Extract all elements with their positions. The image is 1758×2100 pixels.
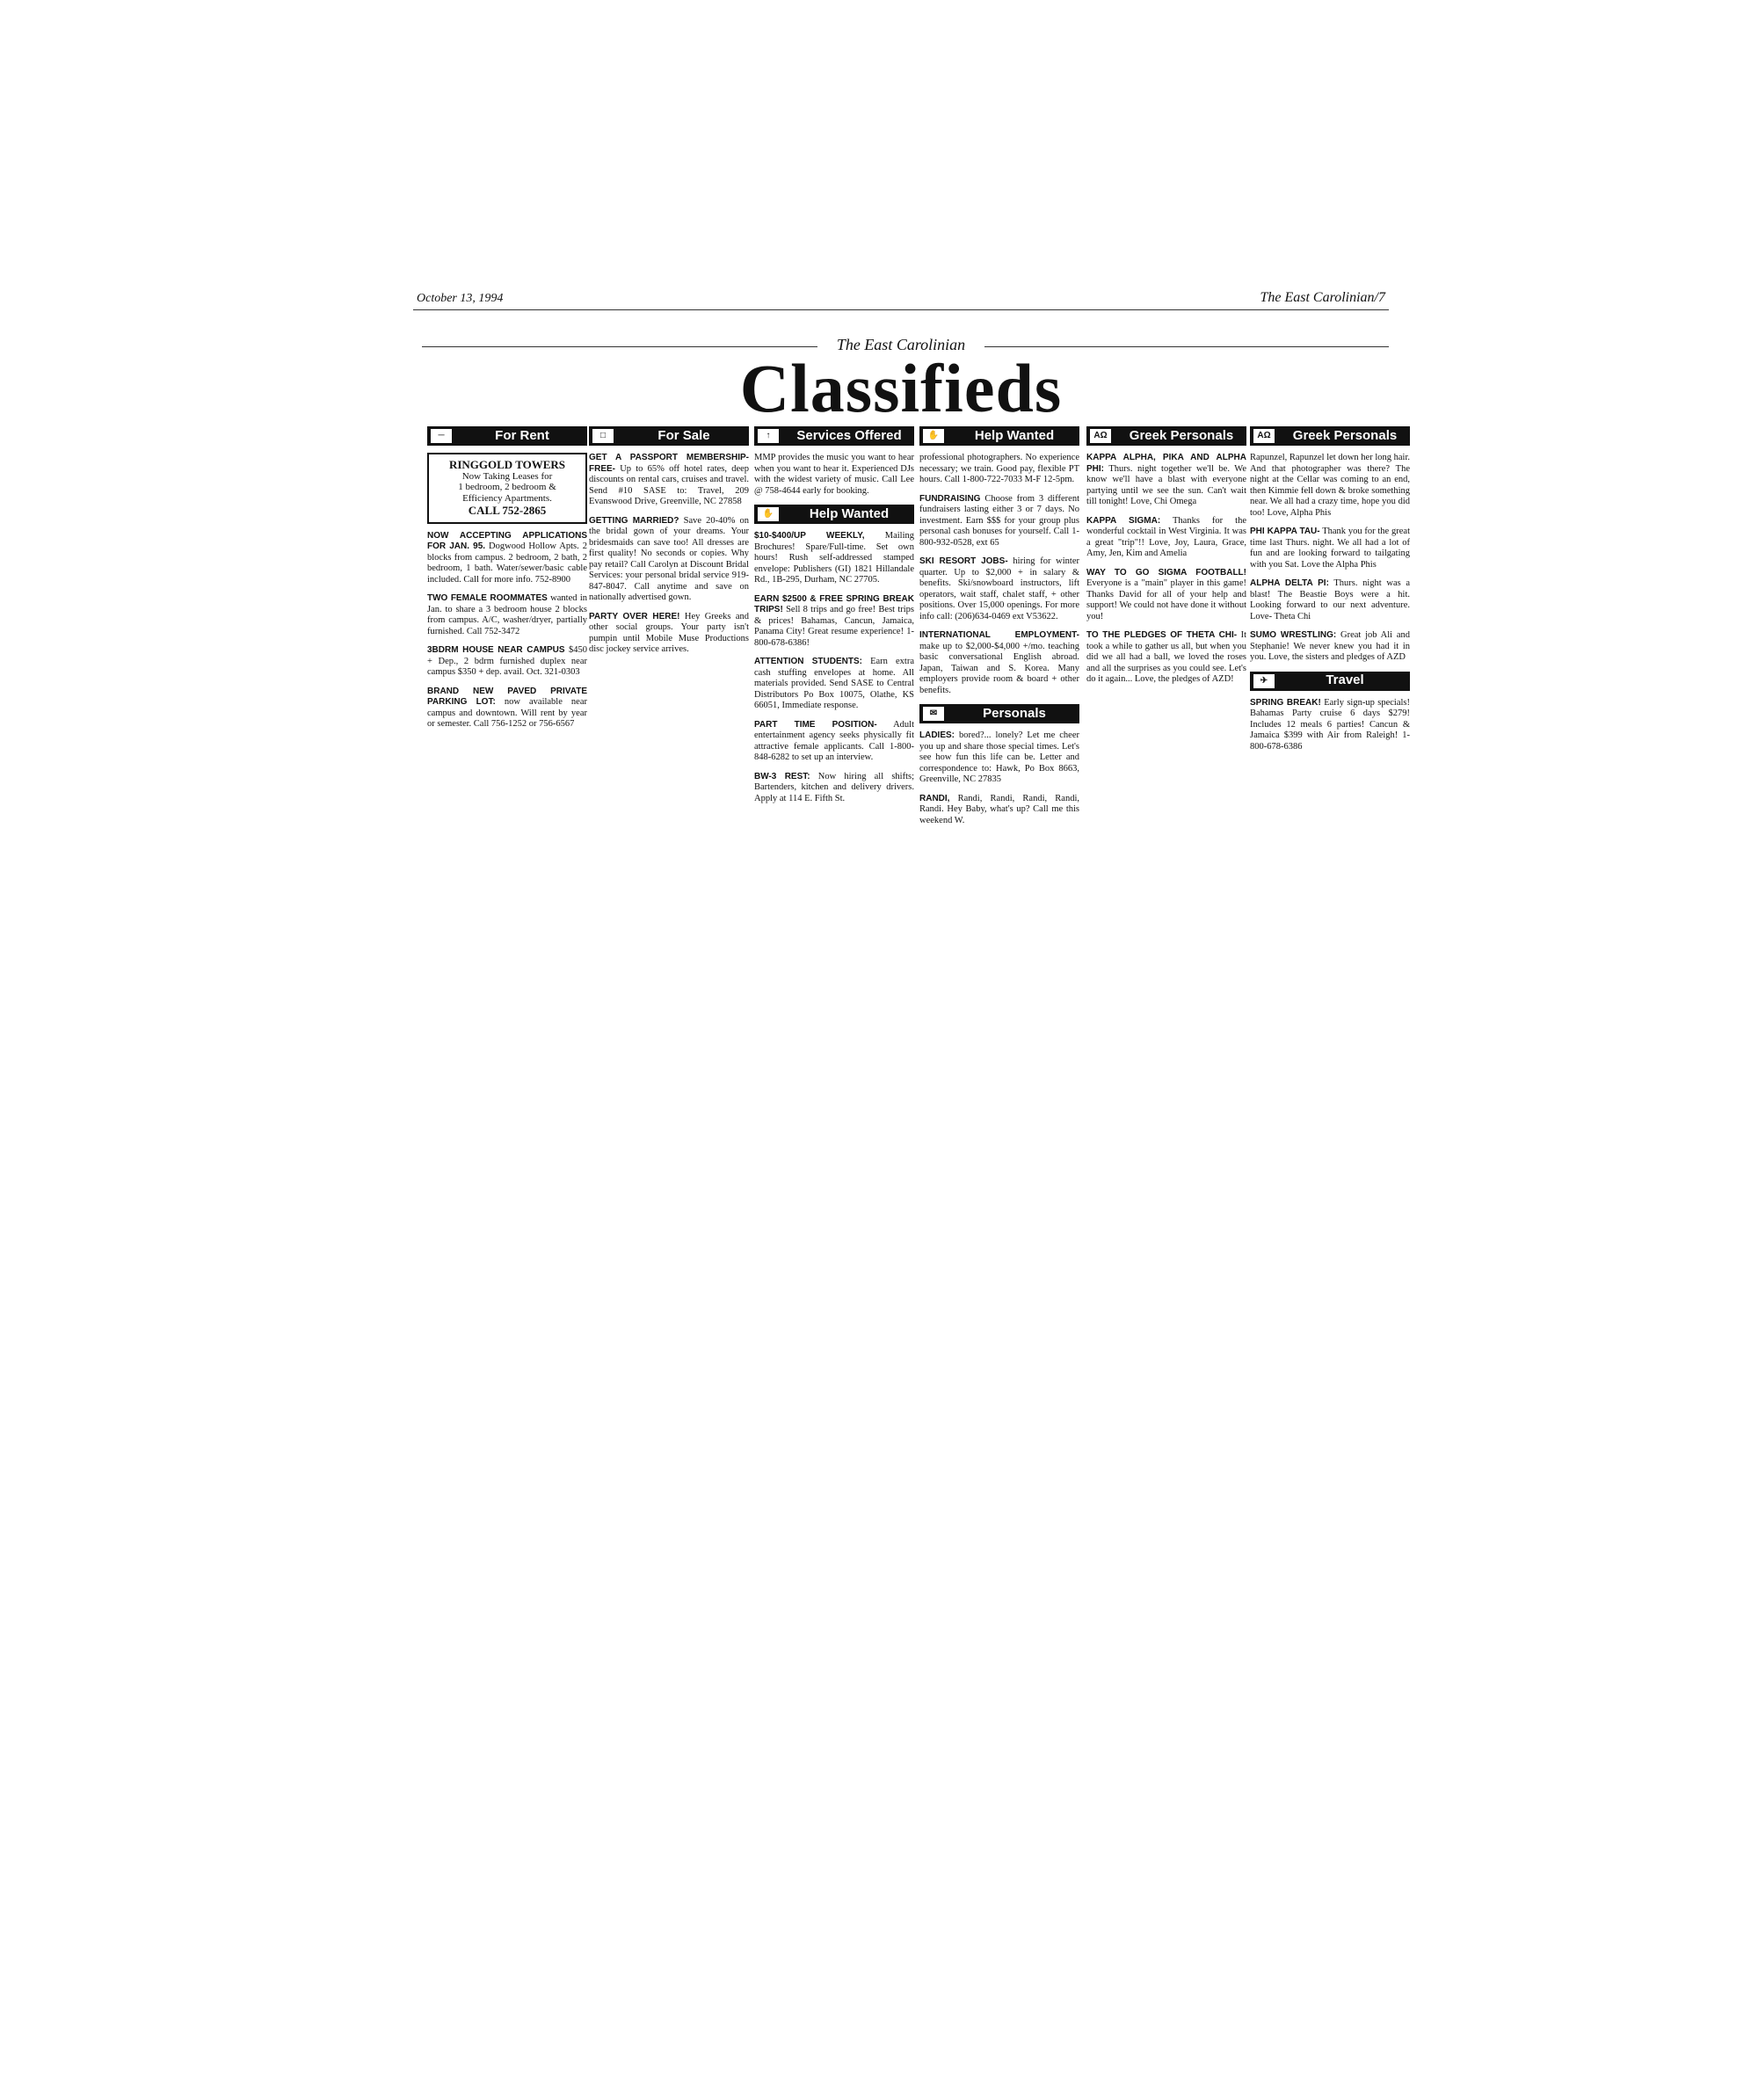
section-header-for-sale: □ For Sale [589, 426, 749, 446]
classified-ad: TWO FEMALE ROOMMATES wanted in Jan. to share a 3 bedroom house 2 blocks from campus. A/C, washer/dryer, partially furnished. Call 752-3472 [427, 593, 588, 636]
classified-ad: BRAND NEW PAVED PRIVATE PARKING LOT: now available near campus and downtown. Will rent by year or semester. Call 756-1252 or 756-6567 [427, 686, 588, 729]
classified-ad: GETTING MARRIED? Save 20-40% on the bridal gown of your dreams. Your bridesmaids can save too! All dresses are first quality! No seconds or copies. Why pay retail? Call Carolyn at Discount Bridal Services: your personal bridal service 919-847-8047. Call anytime and save on nationally advertised gown. [589, 515, 750, 602]
column-help-wanted [919, 426, 1079, 834]
tag-icon: □ [592, 429, 614, 443]
classified-ad: PART TIME POSITION- Adult entertainment agency seeks physically fit attractive female applicants. Call 1-800-848-6282 to set up an interview. [754, 719, 914, 762]
envelope-icon: ✉ [923, 707, 944, 721]
key-icon: ─ [431, 429, 452, 443]
classified-ad: RANDI, Randi, Randi, Randi, Randi, Randi. Hey Baby, what's up? Call me this weekend W. [919, 793, 1080, 825]
classified-ad: SKI RESORT JOBS- hiring for winter quarter. Up to $2,000 + in salary & benefits. Ski/snowboard instructors, lift operators, wait staff, chalet staff, + other positions. Over 15,000 openings. For more info call: (206)634-0469 ext V53622. [919, 556, 1080, 621]
classified-ad: WAY TO GO SIGMA FOOTBALL! Everyone is a "main" player in this game! Thanks David for all of your help and support! We could not have done it without you! [1086, 567, 1246, 621]
classified-ad: LADIES: bored?... lonely? Let me cheer you up and share those special times. Let's see how fun this life can be. Letter and correspondence to: Hawk, Po Box 8663, Greenville, NC 27835 [919, 730, 1080, 784]
section-header-personals: ✉ Personals [919, 704, 1079, 723]
classifieds-masthead [413, 336, 1389, 426]
column-for-sale [589, 426, 749, 664]
classified-ad: GET A PASSPORT MEMBERSHIP-FREE- Up to 65% off hotel rates, deep discounts on rental cars, cruises and travel. Send #10 SASE to: Travel, 209 Evanswood Drive, Greenville, NC 27858 [589, 453, 750, 506]
classified-ad: $10-$400/UP WEEKLY, Mailing Brochures! Spare/Full-time. Set own hours! Rush self-addressed stamped envelope: Publishers (GI) 1821 Hillandale Rd., 1B-295, Durham, NC 27705. [754, 531, 914, 585]
classified-ad: PARTY OVER HERE! Hey Greeks and other social groups. Your party isn't pumpin until Mobile Muse Productions disc jockey service arrives. [589, 611, 749, 654]
classified-ad: EARN $2500 & FREE SPRING BREAK TRIPS! Sell 8 trips and go free! Best trips & prices! Bahamas, Cancun, Jamaica, Panama City! Great resume experience! 1-800-678-6386! [754, 593, 915, 648]
section-header-greek-personals-2: AΩ Greek Personals [1250, 426, 1410, 446]
classified-ad: PHI KAPPA TAU- Thank you for the great time last Thurs. night. We all had a lot of fun and are looking forward to tailgating with you Sat. Love the Alpha Phis [1250, 527, 1410, 570]
classified-ad: FUNDRAISING Choose from 3 different fundraisers lasting either 3 or 7 days. No investment. Earn $$$ for your group plus personal cash bonuses for yourself. Call 1-800-932-0528, ext 65 [919, 493, 1079, 548]
classified-ad: 3BDRM HOUSE NEAR CAMPUS $450 + Dep., 2 bdrm furnished duplex near campus $350 + dep. avail. Oct. 321-0303 [427, 645, 587, 677]
issue-date: October 13, 1994 [417, 292, 504, 305]
section-header-help-wanted-2: ✋ Help Wanted [919, 426, 1079, 446]
section-header-travel: ✈ Travel [1250, 672, 1410, 691]
classified-ad: Rapunzel, Rapunzel let down her long hair. And that photographer was there? The night at the Cellar was coming to an end, then Kimmie fell down & broke something near. We all had a crazy time, hope you did too! Love, Alpha Phis [1250, 453, 1410, 518]
classified-ad: MMP provides the music you want to hear when you want to hear it. Experienced DJs with the widest variety of music. Call Lee @ 758-4644 early for booking. [754, 453, 914, 496]
greek-letters-icon: AΩ [1253, 429, 1275, 443]
masthead-title: Classifieds [739, 350, 1063, 426]
classified-ad: KAPPA SIGMA: Thanks for the wonderful cocktail in West Virginia. It was a great "trip"!! Love, Joy, Laura, Grace, Amy, Jen, Kim and Amelia [1086, 515, 1247, 558]
classified-ad: SUMO WRESTLING: Great job Ali and Stephanie! We never knew you had it in you. Love, the sisters and pledges of AZD [1250, 630, 1411, 662]
hand-icon: ✋ [758, 507, 779, 521]
page-header [413, 290, 1389, 310]
column-greek-personals [1086, 426, 1246, 694]
hand-icon: ✋ [923, 429, 944, 443]
paper-page-number: The East Carolinian/7 [1260, 290, 1385, 305]
classified-ad: BW-3 REST: Now hiring all shifts; Bartenders, kitchen and delivery drivers. Apply at 114 E. Fifth St. [754, 771, 914, 803]
section-header-for-rent: ─ For Rent [427, 426, 587, 446]
section-header-help-wanted: ✋ Help Wanted [754, 505, 914, 524]
plane-icon: ✈ [1253, 674, 1275, 688]
classified-ad: professional photographers. No experience necessary; we train. Good pay, flexible PT hours. Call 1-800-722-7033 M-F 12-5pm. [919, 453, 1079, 484]
classified-ad: SPRING BREAK! Early sign-up specials! Bahamas Party cruise 6 days $279! Includes 12 meals 6 parties! Cancun & Jamaica $399 with Air from Raleigh! 1-800-678-6386 [1250, 697, 1410, 752]
greek-letters-icon: AΩ [1090, 429, 1111, 443]
classified-ad: ATTENTION STUDENTS: Earn extra cash stuffing envelopes at home. All materials provided. Send SASE to Central Distributors Po Box 10075, Olathe, KS 66051, Immediate response. [754, 657, 914, 710]
arrow-up-icon: ↑ [758, 429, 779, 443]
section-header-services-offered: ↑ Services Offered [754, 426, 914, 446]
masthead-paper-name: The East Carolinian [836, 336, 966, 353]
classified-ad: ALPHA DELTA PI: Thurs. night was a blast! The Beastie Boys were a hit. Looking forward to our next adventure. Love- Theta Chi [1250, 578, 1410, 621]
section-header-greek-personals: AΩ Greek Personals [1086, 426, 1246, 446]
classified-ad: INTERNATIONAL EMPLOYMENT- make up to $2,000-$4,000 +/mo. teaching basic conversational English abroad. Japan, Taiwan and S. Korea. Many employers provide room & board + other benefits. [919, 630, 1079, 695]
column-for-rent [427, 426, 587, 738]
classified-ad: NOW ACCEPTING APPLICATIONS FOR JAN. 95. Dogwood Hollow Apts. 2 blocks from campus. 2 bedroom, 2 bath, 2 bedroom, 1 bath. Water/sewer/basic cable included. Call for more info. 752-8900 [427, 530, 587, 585]
ringgold-towers-ad: RINGGOLD TOWERS Now Taking Leases for 1 bedroom, 2 bedroom & Efficiency Apartments. CALL 752-2865 [427, 453, 587, 524]
classified-ad: KAPPA ALPHA, PIKA AND ALPHA PHI: Thurs. night together we'll be. We know we'll have a blast with everyone partying until we see the sun. Can't wait till tonight! Love, Chi Omega [1086, 453, 1247, 506]
classified-ad: TO THE PLEDGES OF THETA CHI- It took a while to gather us all, but when you did we all had a ball, we loved the roses and all the surprises as you could see. Let's do it again... Love, the pledges of AZD! [1086, 630, 1247, 684]
column-greek-personals-travel [1250, 426, 1410, 760]
column-services-offered [754, 426, 914, 812]
